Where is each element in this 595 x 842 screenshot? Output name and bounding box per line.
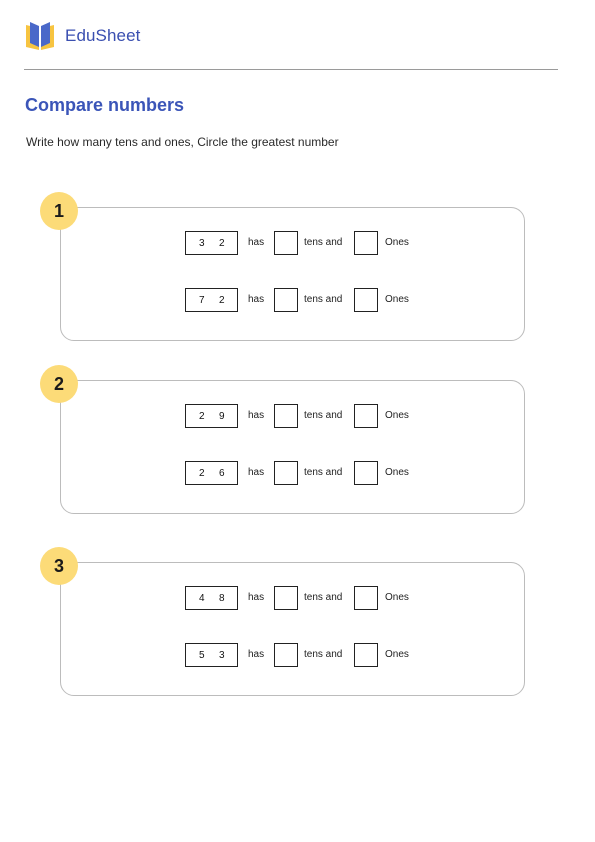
has-label: has bbox=[248, 237, 265, 248]
tens-answer-box[interactable] bbox=[274, 231, 298, 255]
tens-and-label: tens and bbox=[304, 410, 343, 421]
ones-digit: 2 bbox=[219, 295, 225, 306]
tens-digit: 4 bbox=[199, 593, 205, 604]
ones-digit: 8 bbox=[219, 593, 225, 604]
has-label: has bbox=[248, 410, 265, 421]
open-book-icon bbox=[24, 21, 56, 51]
number-box bbox=[185, 231, 238, 255]
ones-digit: 2 bbox=[219, 238, 225, 249]
ones-label: Ones bbox=[385, 467, 409, 478]
tens-answer-box[interactable] bbox=[274, 643, 298, 667]
number-box bbox=[185, 404, 238, 428]
ones-answer-box[interactable] bbox=[354, 288, 378, 312]
instructions: Write how many tens and ones, Circle the greatest number bbox=[26, 135, 339, 149]
tens-and-label: tens and bbox=[304, 467, 343, 478]
question-number-badge: 2 bbox=[40, 365, 78, 403]
tens-and-label: tens and bbox=[304, 649, 343, 660]
ones-digit: 3 bbox=[219, 650, 225, 661]
brand-logo bbox=[24, 20, 140, 52]
tens-digit: 5 bbox=[199, 650, 205, 661]
has-label: has bbox=[248, 294, 265, 305]
ones-answer-box[interactable] bbox=[354, 586, 378, 610]
tens-and-label: tens and bbox=[304, 592, 343, 603]
tens-and-label: tens and bbox=[304, 237, 343, 248]
question-number-badge: 1 bbox=[40, 192, 78, 230]
ones-answer-box[interactable] bbox=[354, 461, 378, 485]
tens-answer-box[interactable] bbox=[274, 461, 298, 485]
has-label: has bbox=[248, 649, 265, 660]
header-divider bbox=[24, 69, 558, 70]
has-label: has bbox=[248, 467, 265, 478]
number-box bbox=[185, 643, 238, 667]
question-number-badge: 3 bbox=[40, 547, 78, 585]
tens-answer-box[interactable] bbox=[274, 586, 298, 610]
question-card-2 bbox=[60, 380, 525, 514]
question-card-3 bbox=[60, 562, 525, 696]
ones-label: Ones bbox=[385, 592, 409, 603]
tens-answer-box[interactable] bbox=[274, 288, 298, 312]
ones-label: Ones bbox=[385, 649, 409, 660]
ones-answer-box[interactable] bbox=[354, 643, 378, 667]
ones-digit: 9 bbox=[219, 411, 225, 422]
tens-answer-box[interactable] bbox=[274, 404, 298, 428]
page-title: Compare numbers bbox=[25, 95, 185, 115]
tens-digit: 7 bbox=[199, 295, 205, 306]
number-box bbox=[185, 461, 238, 485]
number-box bbox=[185, 586, 238, 610]
tens-digit: 2 bbox=[199, 468, 205, 479]
ones-label: Ones bbox=[385, 294, 409, 305]
tens-and-label: tens and bbox=[304, 294, 343, 305]
ones-answer-box[interactable] bbox=[354, 231, 378, 255]
ones-digit: 6 bbox=[219, 468, 225, 479]
brand-name: EduSheet bbox=[65, 26, 141, 45]
ones-answer-box[interactable] bbox=[354, 404, 378, 428]
number-box bbox=[185, 288, 238, 312]
has-label: has bbox=[248, 592, 265, 603]
ones-label: Ones bbox=[385, 410, 409, 421]
question-card-1 bbox=[60, 207, 525, 341]
tens-digit: 2 bbox=[199, 411, 205, 422]
ones-label: Ones bbox=[385, 237, 409, 248]
tens-digit: 3 bbox=[199, 238, 205, 249]
